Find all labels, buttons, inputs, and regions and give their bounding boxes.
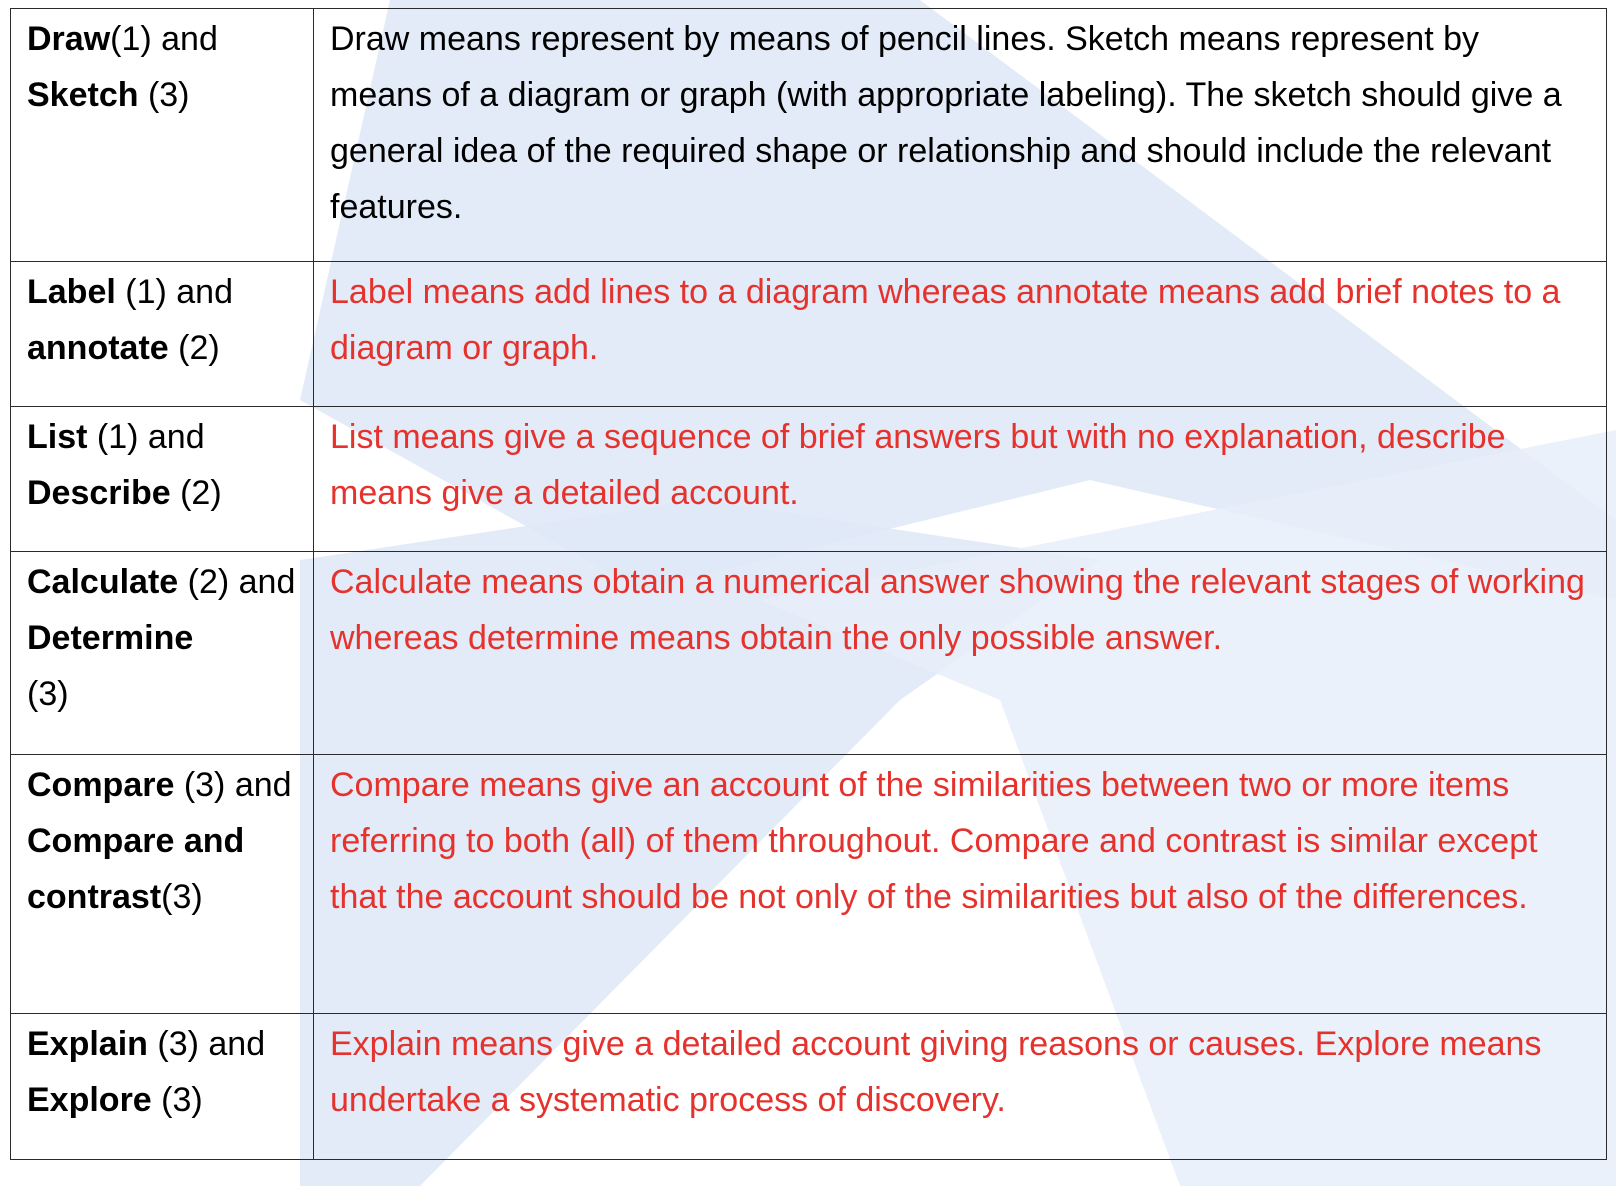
term-word: annotate (27, 329, 169, 367)
term-text: (1) and (115, 273, 233, 311)
table-row (11, 755, 1607, 1014)
term-word: Describe (27, 474, 171, 512)
term-word: Compare and contrast (27, 822, 245, 916)
term-text: (3) (27, 675, 69, 713)
term-text: (3) and (174, 766, 292, 804)
command-terms-table (10, 8, 1607, 1160)
term-word: Explore (27, 1081, 152, 1119)
term-text: (3) (138, 76, 190, 114)
term-cell (11, 9, 314, 262)
table-row (11, 9, 1607, 262)
term-text: (2) (170, 474, 222, 512)
table-row (11, 1014, 1607, 1160)
term-word: Calculate (27, 563, 179, 601)
term-cell (11, 1014, 314, 1160)
term-word: Determine (27, 619, 194, 657)
term-text: (3) (161, 878, 203, 916)
definition-cell: Compare means give an account of the similarities between two or more items referring to both (all) of them throughout. Compare and contrast is similar except that the account should be not only of the similarities but also of the differences. (314, 755, 1607, 1014)
term-text: (2) and (178, 563, 296, 601)
definition-cell: Label means add lines to a diagram whereas annotate means add brief notes to a diagram or graph. (314, 262, 1607, 407)
term-word: Label (27, 273, 116, 311)
term-text: (1) and (110, 20, 218, 58)
term-cell (11, 407, 314, 552)
term-word: Compare (27, 766, 175, 804)
term-word: Explain (27, 1025, 148, 1063)
term-text: (2) (168, 329, 220, 367)
term-cell (11, 262, 314, 407)
term-text: (3) (151, 1081, 203, 1119)
table-row (11, 552, 1607, 755)
definition-cell: Explain means give a detailed account giving reasons or causes. Explore means undertake a systematic process of discovery. (314, 1014, 1607, 1160)
table-row (11, 262, 1607, 407)
definition-cell: Draw means represent by means of pencil lines. Sketch means represent by means of a diagram or graph (with appropriate labeling). The sketch should give a general idea of the required shape or relationship and should include the relevant features. (314, 9, 1607, 262)
table-row (11, 407, 1607, 552)
term-cell (11, 552, 314, 755)
term-text: (3) and (147, 1025, 266, 1063)
definition-cell: List means give a sequence of brief answers but with no explanation, describe means give a detailed account. (314, 407, 1607, 552)
term-word: Draw (27, 20, 111, 58)
term-text: (1) and (87, 418, 205, 456)
term-word: Sketch (27, 76, 139, 114)
term-cell (11, 755, 314, 1014)
definition-cell: Calculate means obtain a numerical answer showing the relevant stages of working whereas determine means obtain the only possible answer. (314, 552, 1607, 755)
term-word: List (27, 418, 88, 456)
